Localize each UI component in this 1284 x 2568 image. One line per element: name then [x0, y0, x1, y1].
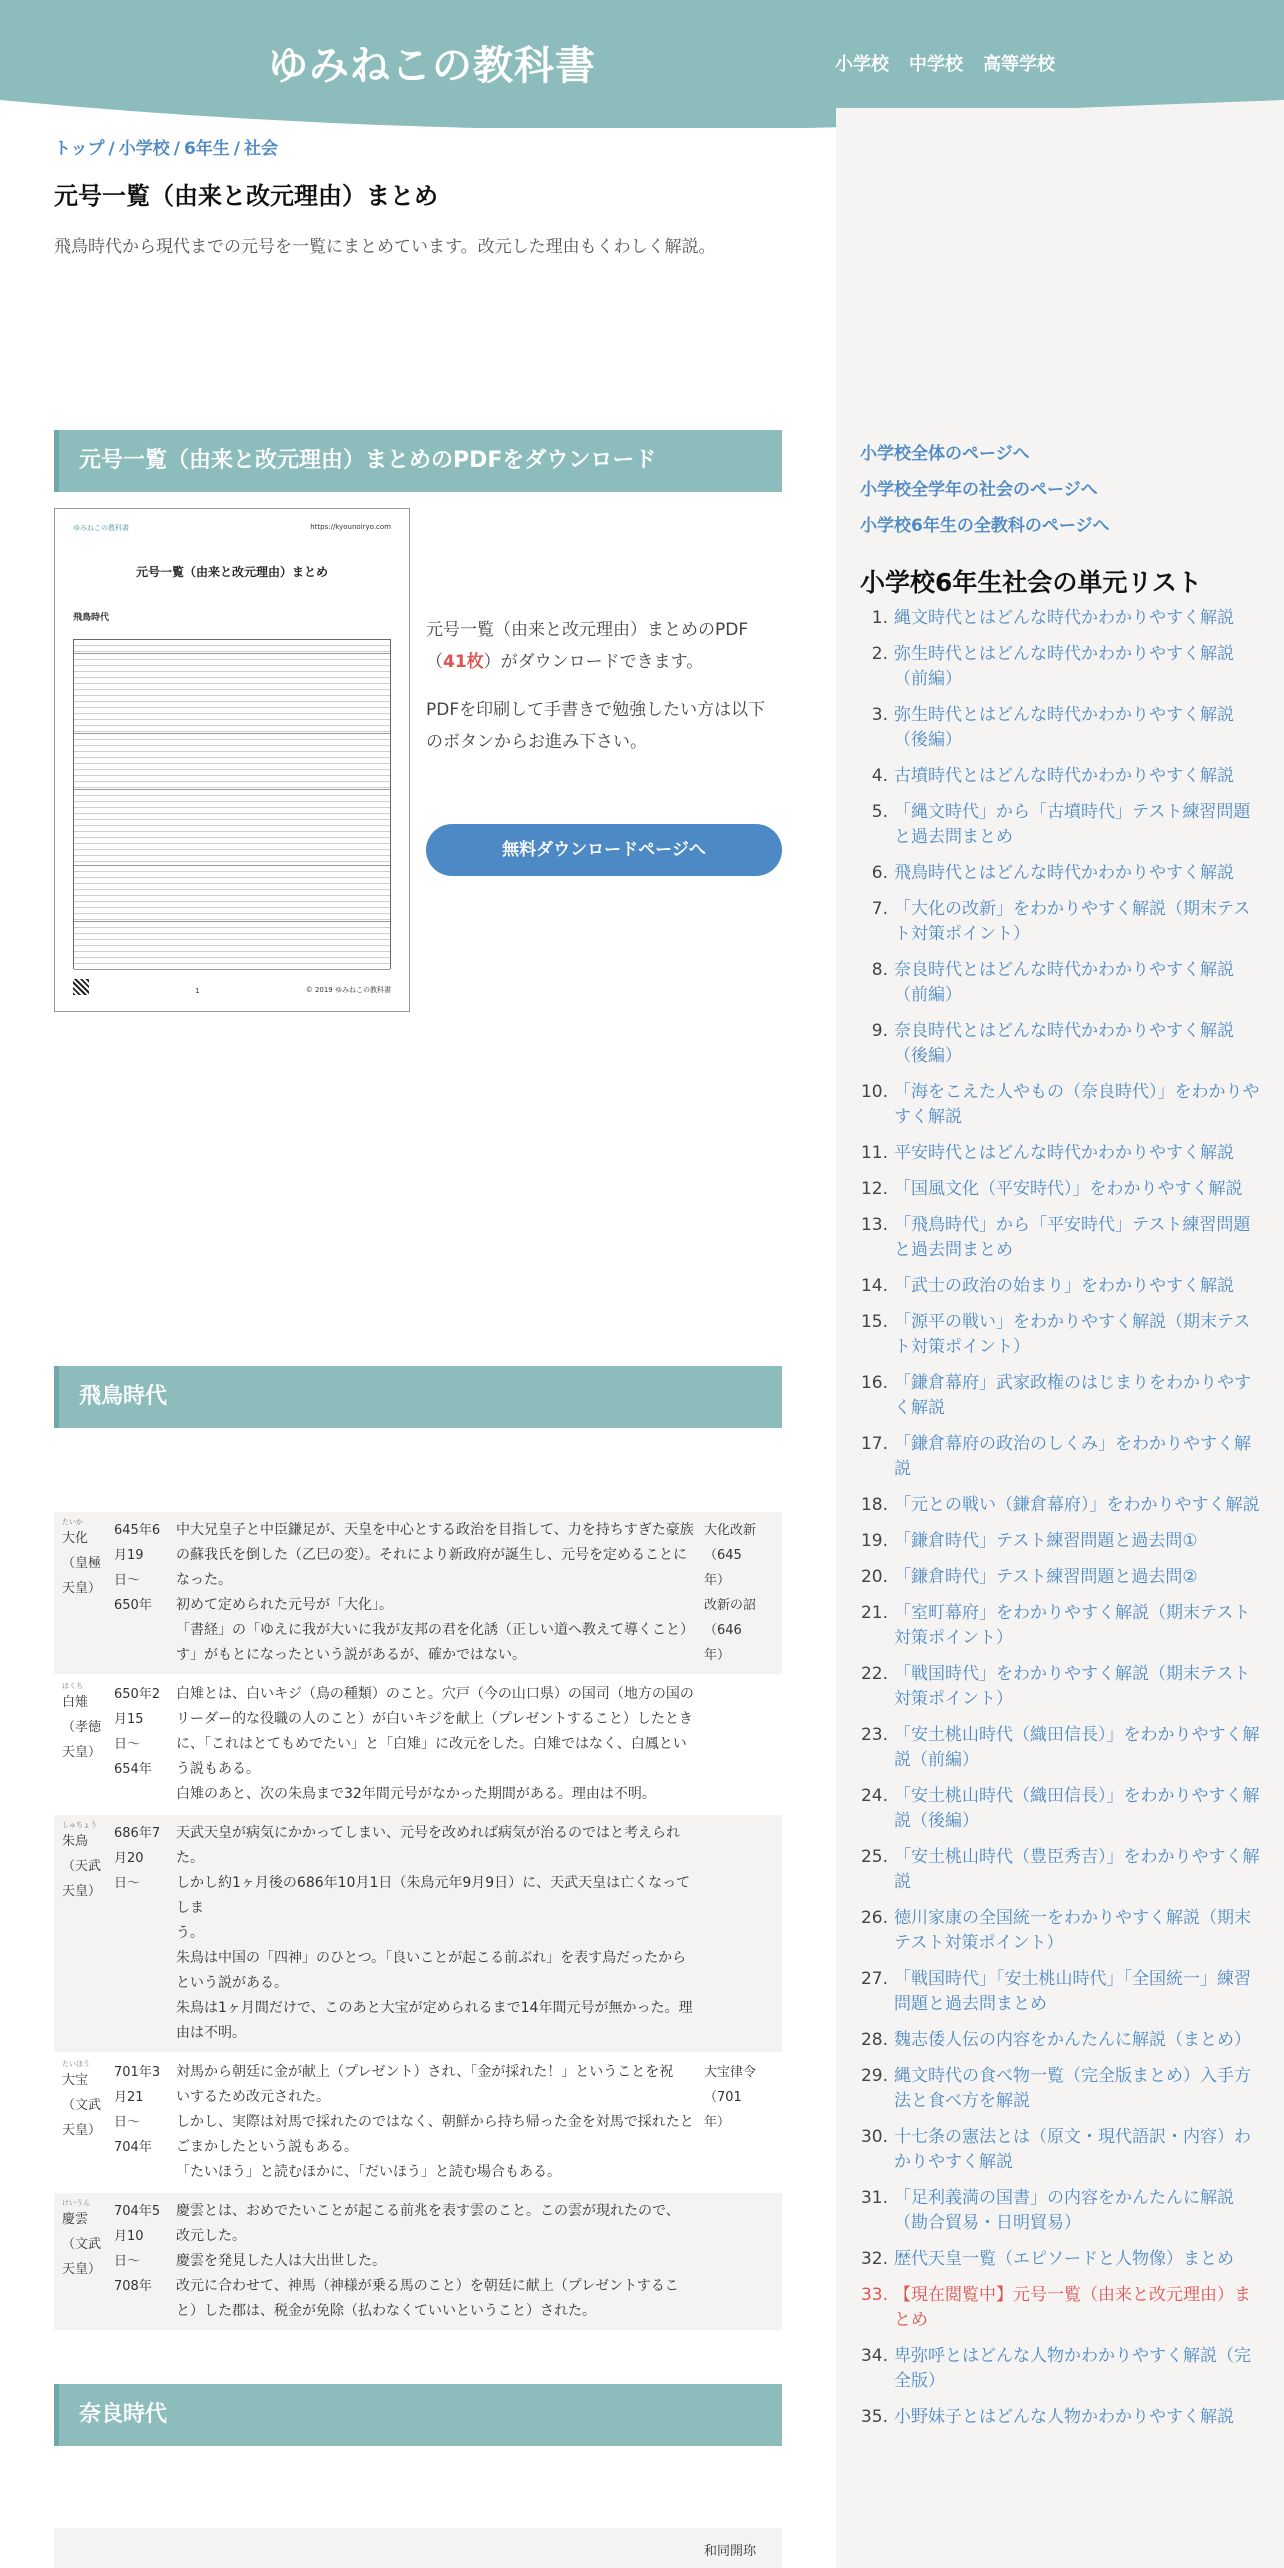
era-date-cell: 701年3 月21 日〜 704年: [110, 2053, 172, 2192]
unit-number: 9.: [871, 1021, 888, 1041]
unit-number: 16.: [860, 1373, 888, 1393]
thumb-url: https://kyounoiryo.com: [310, 523, 391, 531]
unit-list-item: [860, 1906, 1264, 1956]
table-row: [54, 2192, 782, 2331]
era-date-cell: 645年6 月19 日〜 650年: [110, 1512, 172, 1675]
unit-list-item: [860, 2344, 1264, 2394]
unit-list-item: [860, 1371, 1264, 1421]
era-emperor: （天武天皇）: [62, 1859, 102, 1899]
era-name: 大宝: [62, 2073, 89, 2088]
thumb-brand: ゆみねこの教科書: [73, 524, 129, 532]
unit-list-item: [860, 2064, 1264, 2114]
era-name: 大化: [62, 1531, 89, 1546]
unit-link[interactable]: 古墳時代とはどんな時代かわかりやすく解説: [894, 766, 1234, 786]
unit-number: 2.: [871, 644, 888, 664]
asuka-section-heading: 飛鳥時代: [54, 1366, 782, 1428]
unit-list-item: [860, 642, 1264, 692]
unit-list-item: [860, 1177, 1264, 1202]
unit-link[interactable]: 弥生時代とはどんな時代かわかりやすく解説（後編）: [894, 705, 1234, 750]
unit-list-item: [860, 1080, 1264, 1130]
unit-list-item: [860, 2186, 1264, 2236]
unit-link[interactable]: 「国風文化（平安時代）」をわかりやすく解説: [894, 1179, 1243, 1199]
unit-link[interactable]: 飛鳥時代とはどんな時代かわかりやすく解説: [894, 863, 1234, 883]
unit-list-item: [860, 1432, 1264, 1482]
era-name-cell: たいか 大化 （皇極天皇）: [54, 1512, 110, 1675]
era-name: 朱鳥: [62, 1834, 89, 1849]
unit-link[interactable]: 小野妹子とはどんな人物かわかりやすく解説: [894, 2407, 1234, 2427]
era-name: 慶雲: [62, 2212, 89, 2227]
unit-number: 8.: [871, 960, 888, 980]
nav-junior-high[interactable]: 中学校: [909, 54, 963, 75]
unit-list-title: 小学校6年生社会の単元リスト: [860, 568, 1202, 597]
pdf-page-count: 41枚: [443, 652, 484, 672]
era-reason-cell: 対馬から朝廷に金が献上（プレゼント）され、「金が採れた！」ということを祝 いするため改元された。 しかし、実際は対馬で採れたのではなく、朝鮮から持ち帰った金を対馬で採れたと ごまかしたという説もある。 「たいほう」と読むほかに、「だいほう」と読む場合もある。: [172, 2053, 700, 2192]
unit-link[interactable]: 縄文時代とはどんな時代かわかりやすく解説: [894, 608, 1234, 628]
site-logo[interactable]: ゆみねこの教科書: [268, 43, 596, 89]
unit-number: 28.: [860, 2030, 888, 2050]
era-reason-cell: 天武天皇が病気にかかってしまい、元号を改めれば病気が治るのではと考えられ た。 しかし約1ヶ月後の686年10月1日（朱鳥元年9月9日）に、天武天皇は亡くなってしま う。 朱鳥は中国の「四神」のひとつ。「良いことが起こる前ぶれ」を表す鳥だったから という説がある。 朱鳥は1ヶ月間だけで、このあと大宝が定められるまで14年間元号が無かった。理 由は不明。: [172, 1814, 700, 2053]
unit-link[interactable]: 「縄文時代」から「古墳時代」テスト練習問題と過去問まとめ: [894, 802, 1251, 847]
unit-number: 19.: [860, 1531, 888, 1551]
thumb-title: 元号一覧（由来と改元理由）まとめ: [135, 565, 328, 579]
era-emperor: （文武天皇）: [62, 2237, 102, 2277]
unit-list-item: [860, 1141, 1264, 1166]
unit-number: 3.: [871, 705, 888, 725]
era-event-cell: 大宝律令 （701 年）: [700, 2053, 782, 2192]
table-row: [54, 2053, 782, 2192]
unit-number: 18.: [860, 1495, 888, 1515]
sidebar-link-elementary[interactable]: 小学校全体のページへ: [860, 444, 1030, 464]
nav-high-school[interactable]: 高等学校: [983, 54, 1055, 75]
unit-link[interactable]: 縄文時代の食べ物一覧（完全版まとめ）入手方法と食べ方を解説: [894, 2066, 1251, 2111]
top-nav: [835, 50, 1055, 76]
sidebar-link-grade6-all[interactable]: 小学校6年生の全教科のページへ: [860, 516, 1110, 536]
unit-list-item: [860, 2125, 1264, 2175]
page-lead: 飛鳥時代から現代までの元号を一覧にまとめています。改元した理由もくわしく解説。: [54, 237, 716, 257]
sidebar-link-all-grades-social[interactable]: 小学校全学年の社会のページへ: [860, 480, 1098, 500]
era-name: 白雉: [62, 1695, 89, 1710]
unit-link[interactable]: 「鎌倉時代」テスト練習問題と過去問①: [894, 1531, 1198, 1551]
era-name-cell: しゅちょう 朱鳥 （天武天皇）: [54, 1814, 110, 2053]
unit-list-item: [860, 800, 1264, 850]
unit-number: 23.: [860, 1725, 888, 1745]
unit-list-item: [860, 1493, 1264, 1518]
era-emperor: （文武天皇）: [62, 2098, 102, 2138]
unit-list-item: [860, 1723, 1264, 1773]
unit-list-item: [860, 764, 1264, 789]
era-table-asuka: [54, 1512, 782, 2332]
unit-number: 31.: [860, 2188, 888, 2208]
unit-link[interactable]: 「飛鳥時代」から「平安時代」テスト練習問題と過去問まとめ: [894, 1215, 1251, 1260]
era-reason-cell: 白雉とは、白いキジ（鳥の種類）のこと。穴戸（今の山口県）の国司（地方の国の リーダー的な役職の人のこと）が白いキジを献上（プレゼントすること）したとき に、「これはとてもめでたい」と「白雉」に改元をした。白雉ではなく、白鳳とい う説もある。 白雉のあと、次の朱鳥まで32年間元号がなかった期間がある。理由は不明。: [172, 1675, 700, 1814]
breadcrumb-social[interactable]: 社会: [244, 139, 278, 159]
unit-number: 22.: [860, 1664, 888, 1684]
unit-number: 32.: [860, 2249, 888, 2269]
unit-list-item: [860, 2028, 1264, 2053]
unit-link[interactable]: 「海をこえた人やもの（奈良時代）」をわかりやすく解説: [894, 1082, 1260, 1127]
unit-number: 34.: [860, 2346, 888, 2366]
unit-list-item: [860, 897, 1264, 947]
unit-link[interactable]: 「安土桃山時代（織田信長）」をわかりやすく解説（前編）: [894, 1725, 1260, 1770]
table-row: [54, 1512, 782, 1675]
breadcrumb-top[interactable]: トップ: [54, 139, 105, 159]
thumb-table: [73, 639, 391, 969]
nav-elementary[interactable]: 小学校: [835, 54, 889, 75]
unit-list-item: [860, 1213, 1264, 1263]
unit-link[interactable]: 「鎌倉時代」テスト練習問題と過去問②: [894, 1567, 1198, 1587]
thumb-section: 飛鳥時代: [73, 613, 110, 623]
unit-link[interactable]: 「大化の改新」をわかりやすく解説（期末テスト対策ポイント）: [894, 899, 1251, 944]
unit-number: 17.: [860, 1434, 888, 1454]
unit-list-item: [860, 1601, 1264, 1651]
nara-section-heading: 奈良時代: [54, 2384, 782, 2446]
era-name-cell: けいうん 慶雲 （文武天皇）: [54, 2192, 110, 2331]
unit-list-item: [860, 861, 1264, 886]
unit-number: 4.: [871, 766, 888, 786]
unit-number: 35.: [860, 2407, 888, 2427]
breadcrumb-grade6[interactable]: 6年生: [183, 139, 230, 159]
unit-number: 26.: [860, 1908, 888, 1928]
unit-link[interactable]: 「鎌倉幕府の政治のしくみ」をわかりやすく解説: [894, 1434, 1251, 1479]
thumb-page: 1: [195, 987, 200, 995]
unit-number: 14.: [860, 1276, 888, 1296]
unit-link[interactable]: 「戦国時代」「安土桃山時代」「全国統一」練習問題と過去問まとめ: [894, 1969, 1251, 2014]
unit-list-item: [860, 2405, 1264, 2430]
nara-first-event: 和同開珎: [704, 2544, 757, 2559]
unit-link[interactable]: 平安時代とはどんな時代かわかりやすく解説: [894, 1143, 1234, 1163]
pdf-description: 元号一覧（由来と改元理由）まとめのPDF（41枚）がダウンロードできます。 PDFを印刷して手書きで勉強したい方は以下のボタンからお進み下さい。: [426, 614, 782, 758]
unit-number: 13.: [860, 1215, 888, 1235]
table-row: [54, 2528, 782, 2568]
qr-code-icon: [73, 979, 89, 995]
unit-list-item: [860, 2247, 1264, 2272]
era-date-cell: 650年2 月15 日〜 654年: [110, 1675, 172, 1814]
unit-link[interactable]: 「鎌倉幕府」武家政権のはじまりをわかりやすく解説: [894, 1373, 1251, 1418]
unit-list-item: [860, 2283, 1264, 2333]
unit-link[interactable]: 歴代天皇一覧（エピソードと人物像）まとめ: [894, 2249, 1234, 2269]
page-title: 元号一覧（由来と改元理由）まとめ: [54, 182, 438, 210]
unit-number: 21.: [860, 1603, 888, 1623]
table-row: [54, 1814, 782, 2053]
thumb-copyright: © 2019 ゆみねこの教科書: [305, 986, 391, 994]
era-event-cell: [700, 2192, 782, 2331]
unit-link[interactable]: 「足利義満の国書」の内容をかんたんに解説（勘合貿易・日明貿易）: [894, 2188, 1234, 2233]
unit-number: 10.: [860, 1082, 888, 1102]
era-name-cell: たいほう 大宝 （文武天皇）: [54, 2053, 110, 2192]
unit-link[interactable]: 奈良時代とはどんな時代かわかりやすく解説（前編）: [894, 960, 1234, 1005]
unit-number: 12.: [860, 1179, 888, 1199]
unit-number: 6.: [871, 863, 888, 883]
unit-number: 25.: [860, 1847, 888, 1867]
unit-number: 15.: [860, 1312, 888, 1332]
pdf-instructions: PDFを印刷して手書きで勉強したい方は以下のボタンからお進み下さい。: [426, 700, 766, 752]
unit-list-item: [860, 606, 1264, 631]
pdf-section-heading: 元号一覧（由来と改元理由）まとめのPDFをダウンロード: [54, 430, 782, 492]
unit-list-item: [860, 1019, 1264, 1069]
unit-link[interactable]: 「安土桃山時代（織田信長）」をわかりやすく解説（後編）: [894, 1786, 1260, 1831]
era-event-cell: [700, 1675, 782, 1814]
unit-link[interactable]: 十七条の憲法とは（原文・現代語訳・内容）わかりやすく解説: [894, 2127, 1251, 2172]
free-download-button[interactable]: 無料ダウンロードページへ: [426, 824, 782, 876]
unit-list-item: [860, 1529, 1264, 1554]
unit-number: 30.: [860, 2127, 888, 2147]
unit-list-item: [860, 1310, 1264, 1360]
table-row: [54, 1675, 782, 1814]
breadcrumb: トップ / 小学校 / 6年生 / 社会: [54, 139, 278, 159]
unit-link[interactable]: 【現在閲覧中】元号一覧（由来と改元理由）まとめ: [894, 2285, 1251, 2330]
unit-list-item: [860, 1565, 1264, 1590]
unit-number: 27.: [860, 1969, 888, 1989]
unit-list-item: [860, 1967, 1264, 2017]
unit-number: 1.: [871, 608, 888, 628]
era-emperor: （孝徳天皇）: [62, 1720, 102, 1760]
unit-link[interactable]: 「室町幕府」をわかりやすく解説（期末テスト対策ポイント）: [894, 1603, 1251, 1648]
unit-link[interactable]: 「源平の戦い」をわかりやすく解説（期末テスト対策ポイント）: [894, 1312, 1251, 1357]
unit-number: 20.: [860, 1567, 888, 1587]
unit-link[interactable]: 「安土桃山時代（豊臣秀吉）」をわかりやすく解説: [894, 1847, 1260, 1892]
unit-link[interactable]: 奈良時代とはどんな時代かわかりやすく解説（後編）: [894, 1021, 1234, 1066]
unit-link[interactable]: 「元との戦い（鎌倉幕府）」をわかりやすく解説: [894, 1495, 1260, 1515]
era-reason-cell: 中大兄皇子と中臣鎌足が、天皇を中心とする政治を目指して、力を持ちすぎた豪族 の蘇我氏を倒した（乙巳の変）。それにより新政府が誕生し、元号を定めることに なった。 初めて定められた元号が「大化」。 「書経」の「ゆえに我が大いに我が友邦の君を化誘（正しい道へ教えて導くこと） す」がもとになったという説があるが、確かではない。: [172, 1512, 700, 1675]
breadcrumb-elementary[interactable]: 小学校: [118, 139, 170, 159]
unit-list-item: [860, 1784, 1264, 1834]
era-date-cell: 686年7 月20 日〜: [110, 1814, 172, 2053]
unit-number: 29.: [860, 2066, 888, 2086]
unit-link[interactable]: 徳川家康の全国統一をわかりやすく解説（期末テスト対策ポイント）: [894, 1908, 1251, 1953]
era-reason-cell: 慶雲とは、おめでたいことが起こる前兆を表す雲のこと。この雲が現れたので、 改元した。 慶雲を発見した人は大出世した。 改元に合わせて、神馬（神様が乗る馬のこと）を朝廷に献上（プレゼントするこ と）した郡は、税金が免除（払わなくていいということ）された。: [172, 2192, 700, 2331]
unit-list-item: [860, 1274, 1264, 1299]
era-name-cell: はくち 白雉 （孝徳天皇）: [54, 1675, 110, 1814]
unit-list-item: [860, 703, 1264, 753]
unit-list-item: [860, 1662, 1264, 1712]
unit-link[interactable]: 魏志倭人伝の内容をかんたんに解説（まとめ）: [894, 2030, 1251, 2050]
era-event-cell: [700, 1814, 782, 2053]
era-date-cell: 704年5 月10 日〜 708年: [110, 2192, 172, 2331]
unit-number: 7.: [871, 899, 888, 919]
unit-list-item: [860, 958, 1264, 1008]
unit-link[interactable]: 卑弥呼とはどんな人物かわかりやすく解説（完全版）: [894, 2346, 1251, 2391]
unit-number: 24.: [860, 1786, 888, 1806]
unit-link[interactable]: 「武士の政治の始まり」をわかりやすく解説: [894, 1276, 1234, 1296]
era-event-cell: 大化改新 （645 年） 改新の詔 （646 年）: [700, 1512, 782, 1675]
pdf-thumbnail[interactable]: [54, 508, 410, 1012]
unit-list: [860, 606, 1264, 2441]
unit-number: 5.: [871, 802, 888, 822]
unit-list-item: [860, 1845, 1264, 1895]
unit-link[interactable]: 弥生時代とはどんな時代かわかりやすく解説（前編）: [894, 644, 1234, 689]
era-emperor: （皇極天皇）: [62, 1556, 102, 1596]
unit-number: 11.: [860, 1143, 888, 1163]
unit-number: 33.: [860, 2285, 888, 2305]
sidebar-links: [860, 436, 1110, 544]
unit-link[interactable]: 「戦国時代」をわかりやすく解説（期末テスト対策ポイント）: [894, 1664, 1251, 1709]
